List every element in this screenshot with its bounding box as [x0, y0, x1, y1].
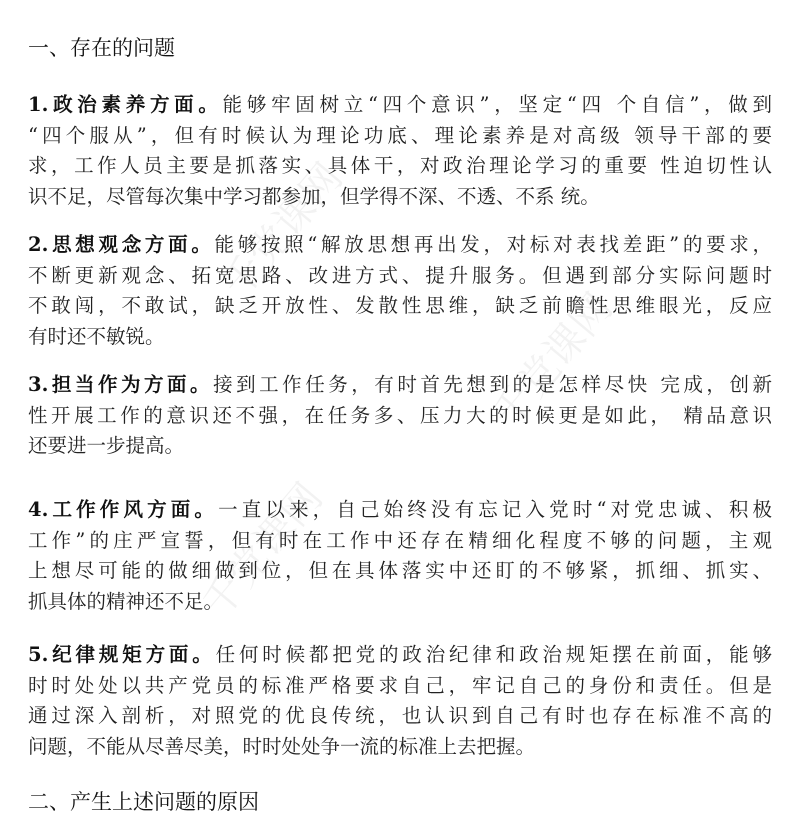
paragraph-lead: 3.担当作为方面。: [28, 373, 214, 396]
paragraph-lead: 1.政治素养方面。: [28, 93, 223, 116]
paragraph-thinking: 2.思想观念方面。能够按照“解放思想再出发，对标对表找差距”的要求， 不断更新观念、拓宽思路、改进方式、提升服务。但遇到部分实际问题时 不敢闯，不敢试，缺乏开放性、发散性思维，缺乏前瞻性思维眼光，反应 有时还不敏锐。: [28, 233, 772, 348]
paragraph-lead: 4.工作作风方面。: [28, 498, 219, 521]
section-heading-problems: 一、存在的问题: [28, 36, 175, 60]
paragraph-discipline: 5.纪律规矩方面。任何时候都把党的政治纪律和政治规矩摆在前面，能够 时时处处以共产党员的标准严格要求自己，牢记自己的身份和责任。但是 通过深入剖析，对照党的优良传统，也认识到自己有时也存在标准不高的 问题，不能从尽善尽美，时时处处争一流的标准上去把握。: [28, 643, 772, 758]
paragraph-work-style: 4.工作作风方面。一直以来，自己始终没有忘记入党时“对党忠诚、积极 工作”的庄严宣誓，但有时在工作中还存在精细化程度不够的问题，主观 上想尽可能的做细做到位，但在具体落实中还盯的不够紧，抓细、抓实、 抓具体的精神还不足。: [28, 498, 772, 613]
watermark: 千党课网: [193, 474, 332, 627]
section-heading-causes: 二、产生上述问题的原因: [28, 790, 259, 814]
paragraph-lead: 5.纪律规矩方面。: [28, 643, 216, 666]
paragraph-lead: 2.思想观念方面。: [28, 233, 215, 256]
watermark: 千党课网: [213, 154, 352, 307]
paragraph-responsibility: 3.担当作为方面。接到工作任务，有时首先想到的是怎样尽快 完成，创新 性开展工作的意识还不强，在任务多、压力大的时候更是如此， 精品意识 还要进一步提高。: [28, 373, 772, 457]
watermark: 千党课网: [483, 284, 622, 437]
paragraph-political: 1.政治素养方面。能够牢固树立“四个意识”，坚定“四 个自信”，做到 “四个服从”，但有时候认为理论功底、理论素养是对高级 领导干部的要 求，工作人员主要是抓落实、具体干，对政治理论学习的重要 性迫切性认 识不足，尽管每次集中学习都参加，但学得不深、不透、不系 统。: [28, 93, 772, 208]
